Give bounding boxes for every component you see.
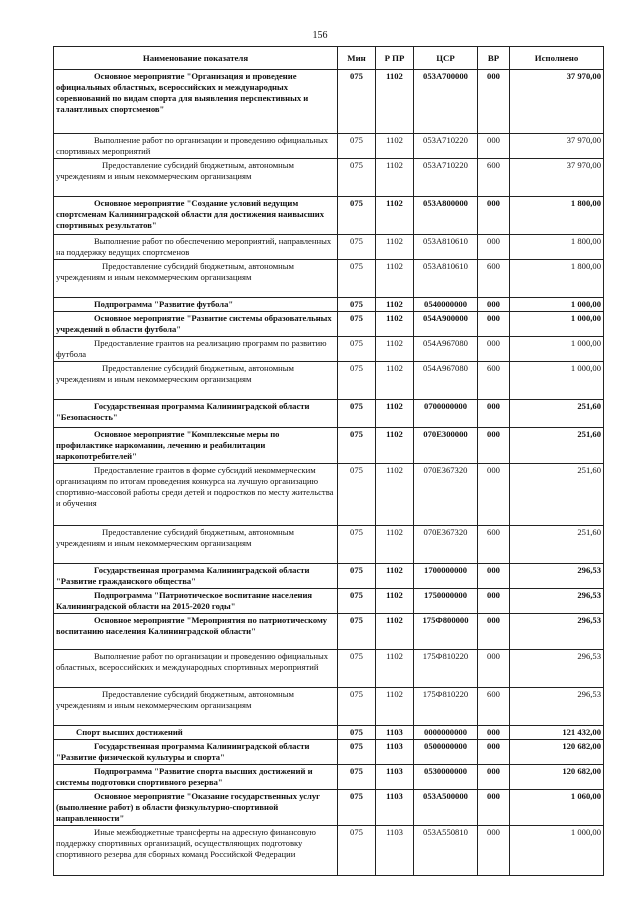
row-vr: 600 [478,526,510,564]
row-name: Государственная программа Калининградской области "Развитие физической культуры и спорта" [54,740,338,765]
row-done: 37 970,00 [510,159,604,197]
row-done: 296,53 [510,688,604,726]
row-vr: 000 [478,589,510,614]
header-vr: ВР [478,47,510,70]
table-row [54,362,604,400]
row-vr: 000 [478,312,510,337]
row-csr: 053А700000 [414,70,478,134]
row-vr: 600 [478,688,510,726]
row-done: 1 800,00 [510,235,604,260]
row-csr: 053А550810 [414,826,478,876]
table-row [54,740,604,765]
row-vr: 600 [478,362,510,400]
header-csr: ЦСР [414,47,478,70]
row-rpr: 1102 [376,159,414,197]
row-name: Подпрограмма "Патриотическое воспитание населения Калининградской области на 2015-2020 годы" [54,589,338,614]
row-name: Предоставление субсидий бюджетным, автономным учреждениям и иным некоммерческим организациям [54,159,338,197]
table-row [54,134,604,159]
row-done: 251,60 [510,400,604,428]
row-name: Предоставление субсидий бюджетным, автономным учреждениям и иным некоммерческим организациям [54,688,338,726]
row-csr: 054А967080 [414,337,478,362]
row-done: 1 800,00 [510,197,604,235]
row-min: 075 [338,765,376,790]
row-rpr: 1102 [376,428,414,464]
row-vr: 000 [478,464,510,526]
row-min: 075 [338,428,376,464]
row-csr: 0530000000 [414,765,478,790]
table-row [54,197,604,235]
row-done: 1 060,00 [510,790,604,826]
table-row [54,400,604,428]
row-name: Предоставление субсидий бюджетным, автономным учреждениям и иным некоммерческим организациям [54,260,338,298]
table-row [54,614,604,650]
table-row [54,564,604,589]
table-row [54,312,604,337]
row-rpr: 1103 [376,790,414,826]
table-row [54,260,604,298]
row-min: 075 [338,70,376,134]
row-done: 1 000,00 [510,337,604,362]
row-name: Государственная программа Калининградской области "Безопасность" [54,400,338,428]
row-vr: 000 [478,337,510,362]
row-rpr: 1102 [376,362,414,400]
row-min: 075 [338,197,376,235]
row-name: Предоставление субсидий бюджетным, автономным учреждениям и иным некоммерческим организациям [54,526,338,564]
row-name: Основное мероприятие "Комплексные меры по профилактике наркомании, лечению и реабилитации наркопотребителей" [54,428,338,464]
row-min: 075 [338,362,376,400]
row-rpr: 1102 [376,464,414,526]
row-name: Основное мероприятие "Организация и проведение официальных областных, всероссийских и международных соревнований по видам спорта для выявления перспективных и талантливых спортсменов" [54,70,338,134]
row-min: 075 [338,260,376,298]
table-row [54,688,604,726]
row-vr: 000 [478,428,510,464]
row-vr: 000 [478,298,510,312]
row-rpr: 1102 [376,589,414,614]
row-rpr: 1102 [376,197,414,235]
row-csr: 070Е367320 [414,464,478,526]
row-csr: 0500000000 [414,740,478,765]
row-min: 075 [338,235,376,260]
row-csr: 1750000000 [414,589,478,614]
header-done: Исполнено [510,47,604,70]
table-row [54,726,604,740]
row-done: 296,53 [510,564,604,589]
row-min: 075 [338,790,376,826]
row-min: 075 [338,464,376,526]
row-min: 075 [338,312,376,337]
row-rpr: 1102 [376,260,414,298]
table-row [54,826,604,876]
row-min: 075 [338,400,376,428]
row-done: 1 800,00 [510,260,604,298]
table-row [54,298,604,312]
row-vr: 600 [478,260,510,298]
row-name: Спорт высших достижений [54,726,338,740]
row-vr: 000 [478,235,510,260]
table-row [54,235,604,260]
header-min: Мин [338,47,376,70]
row-csr: 175Ф810220 [414,688,478,726]
row-name: Иные межбюджетные трансферты на адресную финансовую поддержку спортивных организаций, осуществляющих подготовку спортивного резерва для сборных команд Российской Федерации [54,826,338,876]
row-done: 251,60 [510,428,604,464]
row-name: Предоставление грантов на реализацию программ по развитию футбола [54,337,338,362]
row-csr: 053А710220 [414,134,478,159]
row-name: Выполнение работ по обеспечению мероприятий, направленных на поддержку ведущих спортсменов [54,235,338,260]
page-number: 156 [312,30,328,41]
row-csr: 070Е367320 [414,526,478,564]
table-row [54,337,604,362]
row-vr: 000 [478,740,510,765]
row-csr: 053А810610 [414,260,478,298]
row-vr: 000 [478,614,510,650]
row-name: Основное мероприятие "Создание условий ведущим спортсменам Калининградской области для достижения наивысших спортивных результатов" [54,197,338,235]
table-row [54,70,604,134]
row-vr: 000 [478,134,510,159]
row-rpr: 1102 [376,134,414,159]
budget-execution-table [53,46,604,876]
table-row [54,526,604,564]
row-min: 075 [338,589,376,614]
row-name: Основное мероприятие "Развитие системы образовательных учреждений в области футбола" [54,312,338,337]
row-min: 075 [338,134,376,159]
row-csr: 0000000000 [414,726,478,740]
header-name: Наименование показателя [54,47,338,70]
row-min: 075 [338,826,376,876]
row-done: 120 682,00 [510,765,604,790]
row-vr: 000 [478,400,510,428]
row-done: 296,53 [510,650,604,688]
row-name: Выполнение работ по организации и проведению официальных спортивных мероприятий [54,134,338,159]
table-header-row [54,47,604,70]
table-row [54,790,604,826]
row-rpr: 1102 [376,337,414,362]
row-rpr: 1103 [376,740,414,765]
row-csr: 0700000000 [414,400,478,428]
row-vr: 000 [478,726,510,740]
row-name: Государственная программа Калининградской области "Развитие гражданского общества" [54,564,338,589]
row-name: Основное мероприятие "Оказание государственных услуг (выполнение работ) в области физкультурно-спортивной направленности" [54,790,338,826]
row-vr: 000 [478,826,510,876]
row-done: 296,53 [510,614,604,650]
row-done: 1 000,00 [510,298,604,312]
row-vr: 000 [478,564,510,589]
row-rpr: 1102 [376,400,414,428]
row-min: 075 [338,740,376,765]
row-csr: 1700000000 [414,564,478,589]
row-vr: 000 [478,650,510,688]
row-done: 296,53 [510,589,604,614]
row-csr: 054А967080 [414,362,478,400]
row-name: Предоставление субсидий бюджетным, автономным учреждениям и иным некоммерческим организациям [54,362,338,400]
table-row [54,589,604,614]
row-min: 075 [338,564,376,589]
row-done: 120 682,00 [510,740,604,765]
row-vr: 000 [478,70,510,134]
row-csr: 054А900000 [414,312,478,337]
row-csr: 070Е300000 [414,428,478,464]
row-done: 1 000,00 [510,362,604,400]
row-vr: 000 [478,197,510,235]
row-name: Подпрограмма "Развитие футбола" [54,298,338,312]
header-rpr: Р ПР [376,47,414,70]
row-min: 075 [338,159,376,197]
row-vr: 000 [478,765,510,790]
row-min: 075 [338,650,376,688]
row-csr: 053А800000 [414,197,478,235]
row-vr: 000 [478,790,510,826]
row-min: 075 [338,526,376,564]
row-rpr: 1102 [376,614,414,650]
row-rpr: 1103 [376,826,414,876]
row-name: Выполнение работ по организации и проведению официальных областных, всероссийских и международных спортивных мероприятий [54,650,338,688]
table-row [54,159,604,197]
row-done: 37 970,00 [510,70,604,134]
row-rpr: 1102 [376,235,414,260]
table-row [54,428,604,464]
row-done: 121 432,00 [510,726,604,740]
row-min: 075 [338,688,376,726]
row-rpr: 1102 [376,650,414,688]
row-min: 075 [338,726,376,740]
row-rpr: 1102 [376,688,414,726]
row-csr: 053А810610 [414,235,478,260]
row-rpr: 1102 [376,298,414,312]
row-name: Основное мероприятие "Мероприятия по патриотическому воспитанию населения Калининградской области" [54,614,338,650]
table-row [54,765,604,790]
row-rpr: 1103 [376,726,414,740]
row-done: 1 000,00 [510,826,604,876]
row-done: 251,60 [510,526,604,564]
row-csr: 175Ф810220 [414,650,478,688]
row-rpr: 1103 [376,765,414,790]
row-min: 075 [338,337,376,362]
row-rpr: 1102 [376,564,414,589]
row-rpr: 1102 [376,312,414,337]
row-done: 251,60 [510,464,604,526]
row-done: 37 970,00 [510,134,604,159]
row-rpr: 1102 [376,526,414,564]
row-csr: 175Ф800000 [414,614,478,650]
row-vr: 600 [478,159,510,197]
row-name: Предоставление грантов в форме субсидий некоммерческим организациям по итогам проведения конкурса на лучшую организацию спортивно-массовой работы среди детей и подростков по месту жительства и обучения [54,464,338,526]
row-name: Подпрограмма "Развитие спорта высших достижений и системы подготовки спортивного резерва" [54,765,338,790]
row-rpr: 1102 [376,70,414,134]
row-min: 075 [338,614,376,650]
row-csr: 053А710220 [414,159,478,197]
row-csr: 0540000000 [414,298,478,312]
row-done: 1 000,00 [510,312,604,337]
row-csr: 053А500000 [414,790,478,826]
row-min: 075 [338,298,376,312]
table-row [54,650,604,688]
table-row [54,464,604,526]
